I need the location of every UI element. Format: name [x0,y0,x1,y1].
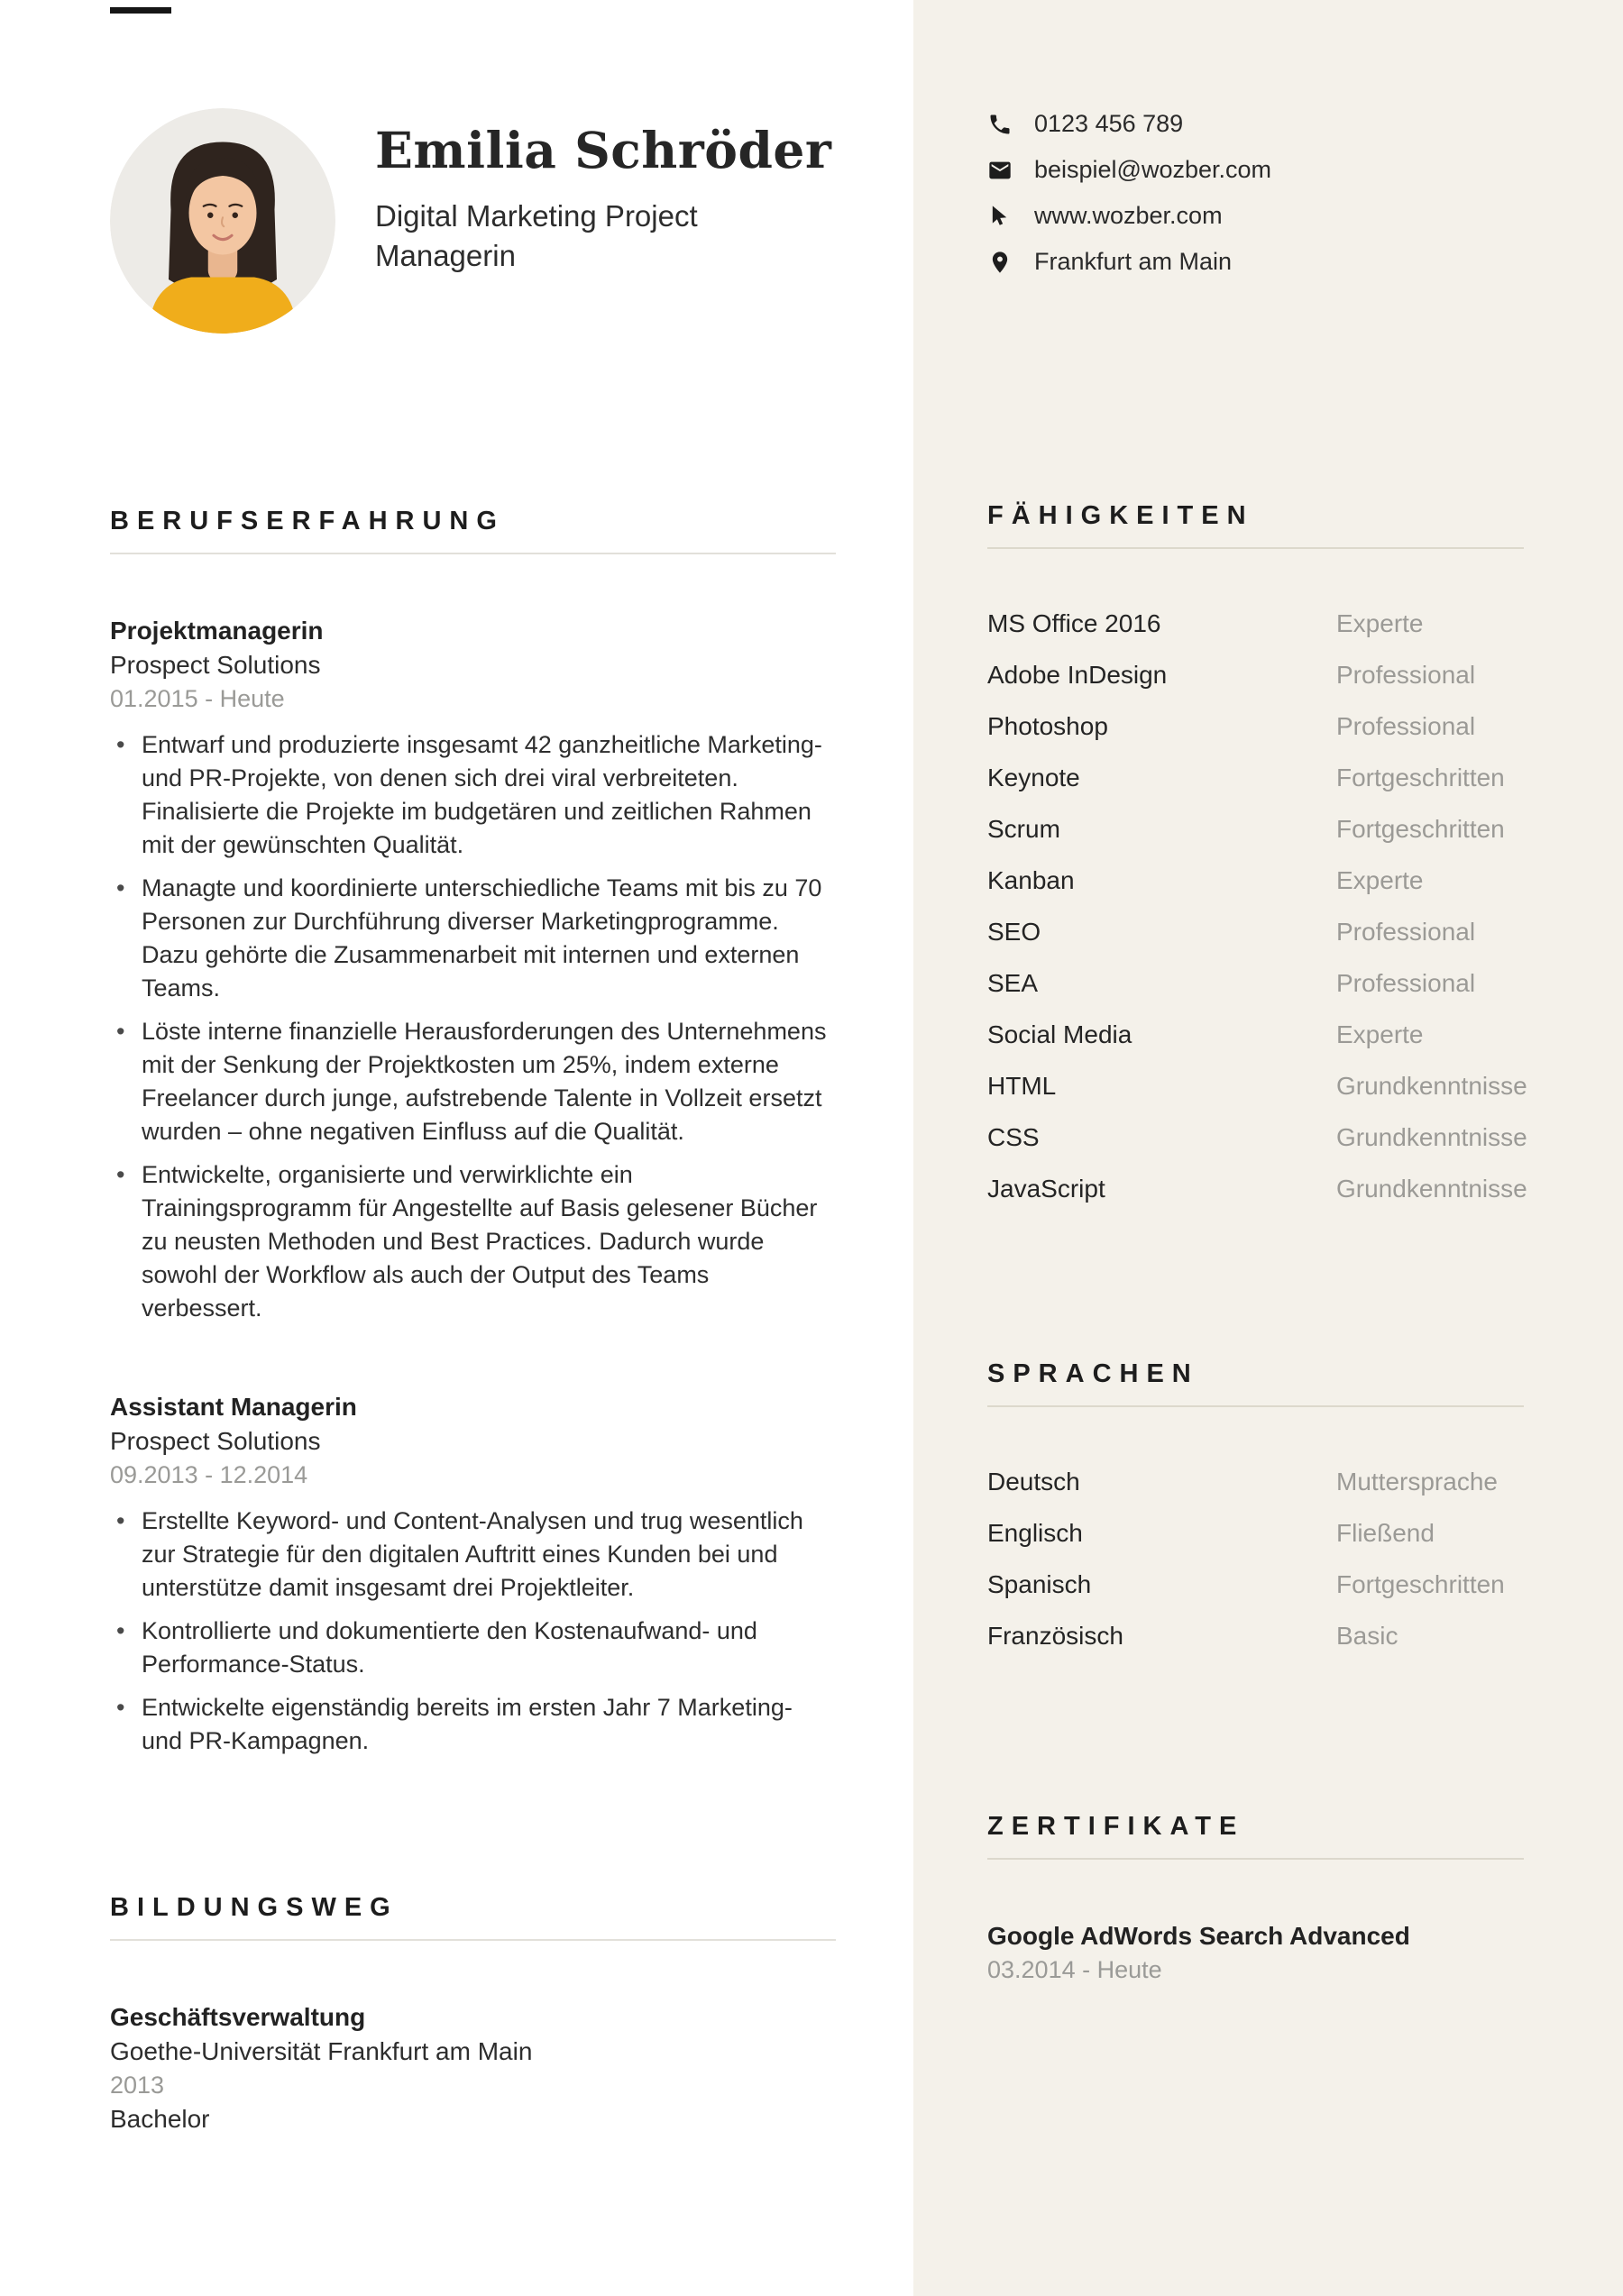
language-level: Fortgeschritten [1336,1570,1505,1598]
skill-level: Grundkenntnisse [1336,1123,1527,1151]
job-title: Projektmanagerin [110,617,324,645]
location-text: Frankfurt am Main [1034,248,1233,275]
skill-level: Experte [1336,609,1424,637]
skill-level: Experte [1336,1020,1424,1048]
skill-name: HTML [987,1072,1057,1100]
section-certificates [987,1812,1524,1987]
skill-name: Social Media [987,1020,1132,1048]
page-top-mark [110,7,171,14]
job-bullet: • Entwickelte eigenständig bereits im ersten Jahr 7 Marketing- und PR-Kampagnen. [110,1691,836,1758]
section-experience [110,507,836,1758]
skill-row [987,660,1524,691]
languages-section-title: SPRACHEN [987,1359,1524,1407]
skill-row [987,711,1524,742]
avatar-illustration [110,108,335,334]
education-section-title: BILDUNGSWEG [110,1893,836,1941]
language-level: Muttersprache [1336,1468,1498,1496]
language-level: Basic [1336,1622,1398,1650]
skill-name: CSS [987,1123,1040,1151]
language-name: Französisch [987,1622,1123,1650]
certificate-dates: 03.2014 - Heute [987,1956,1162,1983]
skill-row [987,1122,1527,1153]
skill-name: JavaScript [987,1175,1105,1203]
job-bullet: • Entwickelte, organisierte und verwirklichte ein Trainingsprogramm für Angestellte auf Basis gelesener Bücher zu neusten Methoden und Best Practices. Dadurch wurde sowohl der Workflow als auch der Output des Teams verbessert. [110,1158,836,1325]
person-name: Emilia Schröder [375,121,832,179]
job-headline: Digital Marketing Project Managerin [375,199,698,272]
phone-number: 0123 456 789 [1034,110,1184,137]
contact-location [987,248,1524,276]
website-url: www.wozber.com [1034,202,1223,229]
language-name: Deutsch [987,1468,1080,1496]
skill-row [987,968,1524,999]
skill-level: Professional [1336,918,1476,946]
phone-icon [987,112,1013,137]
certificate-entry [987,1919,1524,1987]
skill-row [987,763,1524,793]
job-bullet: • Erstellte Keyword- und Content-Analysen und trug wesentlich zur Strategie für den digitalen Auftritt eines Kunden bei und unterstütze damit insgesamt drei Projektleiter. [110,1505,836,1605]
certificates-section-title: ZERTIFIKATE [987,1812,1524,1860]
job-bullet: • Kontrollierte und dokumentierte den Kostenaufwand- und Performance-Status. [110,1615,836,1681]
job-dates: 01.2015 - Heute [110,685,285,712]
skill-level: Grundkenntnisse [1336,1072,1527,1100]
education-school: Goethe-Universität Frankfurt am Main [110,2037,533,2065]
skill-name: Keynote [987,764,1080,791]
skill-name: SEA [987,969,1039,997]
skill-row [987,1071,1527,1102]
avatar [110,108,335,334]
skill-name: Scrum [987,815,1060,843]
job-bullet: • Löste interne finanzielle Herausforderungen des Unternehmens mit der Senkung der Projektkosten um 25%, indem externe Freelancer durch junge, aufstrebende Talente in Vollzeit ersetzt wurden – ohne negativen Einfluss auf die Qualität. [110,1015,836,1148]
job-title: Assistant Managerin [110,1393,357,1421]
skill-name: Kanban [987,866,1075,894]
skill-level: Grundkenntnisse [1336,1175,1527,1203]
contact-phone [987,110,1524,138]
skill-level: Professional [1336,712,1476,740]
education-year: 2013 [110,2072,165,2099]
location-pin-icon [987,250,1013,275]
skill-row [987,1174,1527,1204]
skill-level: Fortgeschritten [1336,764,1505,791]
skill-level: Professional [1336,969,1476,997]
resume-header [110,108,836,334]
skill-row [987,814,1524,845]
language-name: Englisch [987,1519,1083,1547]
skill-name: Photoshop [987,712,1108,740]
job-bullet-list [110,1505,836,1758]
experience-entry [110,1390,836,1758]
education-degree: Geschäftsverwaltung [110,2003,366,2031]
contact-email [987,156,1524,184]
email-address: beispiel@wozber.com [1034,156,1272,183]
skill-level: Professional [1336,661,1476,689]
experience-section-title: BERUFSERFAHRUNG [110,507,836,554]
language-level: Fließend [1336,1519,1435,1547]
certificate-name: Google AdWords Search Advanced [987,1922,1410,1950]
identity-block [375,108,831,276]
section-skills [987,501,1527,1204]
job-bullet-list [110,728,836,1325]
job-bullet: • Managte und koordinierte unterschiedliche Teams mit bis zu 70 Personen zur Durchführung diverser Marketingprogramme. Dazu gehörte die Zusammenarbeit mit internen und externen Teams. [110,872,836,1005]
language-row [987,1569,1524,1600]
experience-entry [110,614,836,1325]
skill-row [987,608,1524,639]
skill-level: Fortgeschritten [1336,815,1505,843]
skill-row [987,917,1524,947]
section-languages [987,1359,1524,1651]
skill-name: MS Office 2016 [987,609,1161,637]
job-company: Prospect Solutions [110,1427,321,1455]
job-company: Prospect Solutions [110,651,321,679]
cursor-icon [987,204,1013,229]
language-row [987,1518,1524,1549]
job-bullet: • Entwarf und produzierte insgesamt 42 ganzheitliche Marketing- und PR-Projekte, von denen sich drei viral verbreiteten. Finalisierte die Projekte im budgetären und zeitlichen Rahmen mit der gewünschten Qualität. [110,728,836,862]
skill-row [987,1020,1524,1050]
language-row [987,1467,1524,1497]
email-icon [987,158,1013,183]
right-column [913,0,1623,2296]
education-level: Bachelor [110,2105,210,2133]
contact-website [987,202,1524,230]
section-education [110,1893,836,2136]
skill-name: SEO [987,918,1041,946]
job-dates: 09.2013 - 12.2014 [110,1461,308,1488]
skills-section-title: FÄHIGKEITEN [987,501,1524,549]
education-entry [110,2000,836,2136]
language-row [987,1621,1524,1651]
skill-level: Experte [1336,866,1424,894]
language-name: Spanisch [987,1570,1092,1598]
skill-name: Adobe InDesign [987,661,1168,689]
skill-row [987,865,1524,896]
contact-list [987,110,1524,276]
